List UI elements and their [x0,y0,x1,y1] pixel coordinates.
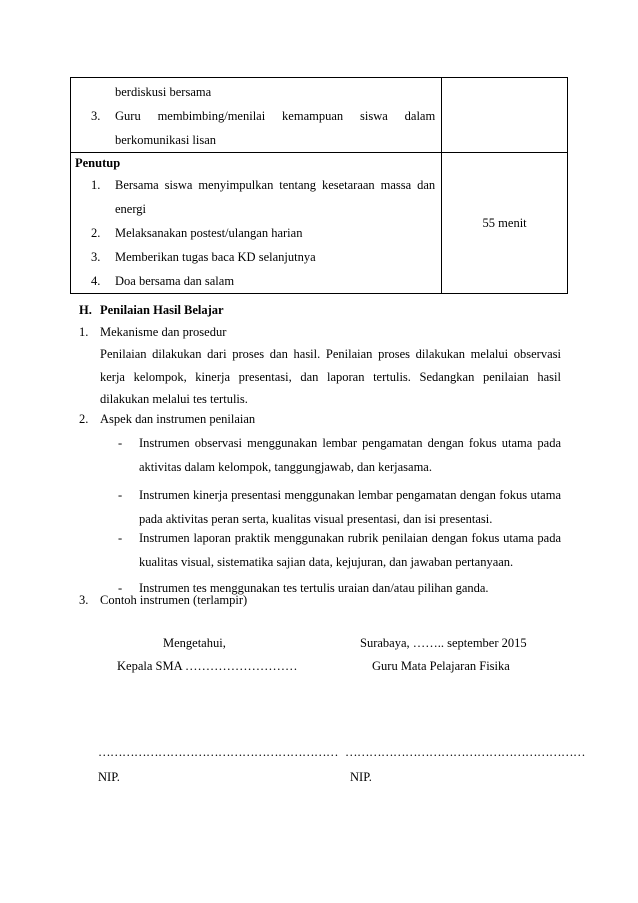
bullet-marker: - [118,488,123,502]
list-item-text: Doa bersama dan salam [115,274,235,288]
left-signature-role: Kepala SMA ……………………… [117,659,298,673]
section-h-heading [79,300,224,320]
list-item-number: 3. [91,109,101,123]
list-item [91,104,435,128]
right-signature-nip: NIP. [350,770,372,784]
list-item-text: Memberikan tugas baca KD selanjutnya [115,250,316,264]
bullet-marker: - [118,531,123,545]
list-item [91,173,435,197]
left-signature-nip: NIP. [98,770,120,784]
list-item-text: Bersama siswa menyimpulkan tentang kesetaraan massa dan [115,178,436,192]
table-row [71,78,568,153]
list-item-title: Aspek dan instrumen penilaian [100,412,256,426]
list-item-text: Melaksanakan postest/ulangan harian [115,226,303,240]
bullet-text: Instrumen observasi menggunakan lembar pengamatan dengan fokus utama pada aktivitas dalam kelompok, tanggungjawab, dan kerjasama. [139,436,561,474]
bullet-text: Instrumen kinerja presentasi menggunakan lembar pengamatan dengan fokus utama pada aktivitas peran serta, kualitas visual presentasi, dan isi presentasi. [139,488,561,526]
list-item [79,409,255,429]
list-item-number: 2. [79,412,89,426]
activity-cell [71,153,442,294]
bullet-item [118,483,561,526]
duration-cell [442,153,568,294]
bullet-text: Instrumen tes menggunakan tes tertulis uraian dan/atau pilihan ganda. [139,581,489,595]
list-item [91,269,435,293]
list-item-number: 3. [91,250,101,264]
list-item-number: 1. [79,325,89,339]
bullet-item [118,431,561,483]
section-heading: Penutup [75,156,121,170]
right-signature-role: Guru Mata Pelajaran Fisika [372,659,510,673]
section-title: Penilaian Hasil Belajar [100,303,224,317]
list-item [91,245,435,269]
instrument-bullet-list [118,431,561,600]
bullet-item [118,526,561,576]
list-item [91,221,435,245]
list-item-continuation: berdiskusi bersama [115,85,212,99]
duration-cell [442,78,568,153]
activity-cell [71,78,442,153]
list-item-number: 2. [91,226,101,240]
list-item-title: Mekanisme dan prosedur [100,325,227,339]
bullet-marker: - [118,436,123,450]
assessment-mechanism-paragraph: Penilaian dilakukan dari proses dan hasil. Penilaian proses dilakukan melalui observasi kerja kelompok, kinerja presentasi, dan laporan tertulis. Sedangkan penilaian hasil dilakukan melalui tes tertulis. [100,347,561,406]
list-item [79,322,226,342]
list-item-number: 4. [91,274,101,288]
list-item [79,590,247,610]
list-item-number: 3. [79,593,89,607]
list-item-text: Guru membimbing/menilai kemampuan siswa dalam [115,109,436,123]
left-signature-greeting: Mengetahui, [163,636,226,650]
list-item-title: Contoh instrumen (terlampir) [100,593,248,607]
list-item-number: 1. [91,178,101,192]
section-letter: H. [79,303,92,317]
duration-value: 55 menit [482,215,527,230]
right-signature-line: …………………………………………………… [345,745,585,759]
bullet-text: Instrumen laporan praktik menggunakan rubrik penilaian dengan fokus utama pada kualitas visual, sistematika sajian data, kejujuran, dan jawaban pertanyaan. [139,531,561,569]
list-item-continuation: energi [115,202,147,216]
lesson-activity-table [70,77,568,294]
right-signature-place-date: Surabaya, …….. september 2015 [360,636,527,650]
list-item-continuation: berkomunikasi lisan [115,133,217,147]
bullet-marker: - [118,581,123,595]
left-signature-line: …………………………………………………… [98,745,338,759]
table-row [71,153,568,294]
